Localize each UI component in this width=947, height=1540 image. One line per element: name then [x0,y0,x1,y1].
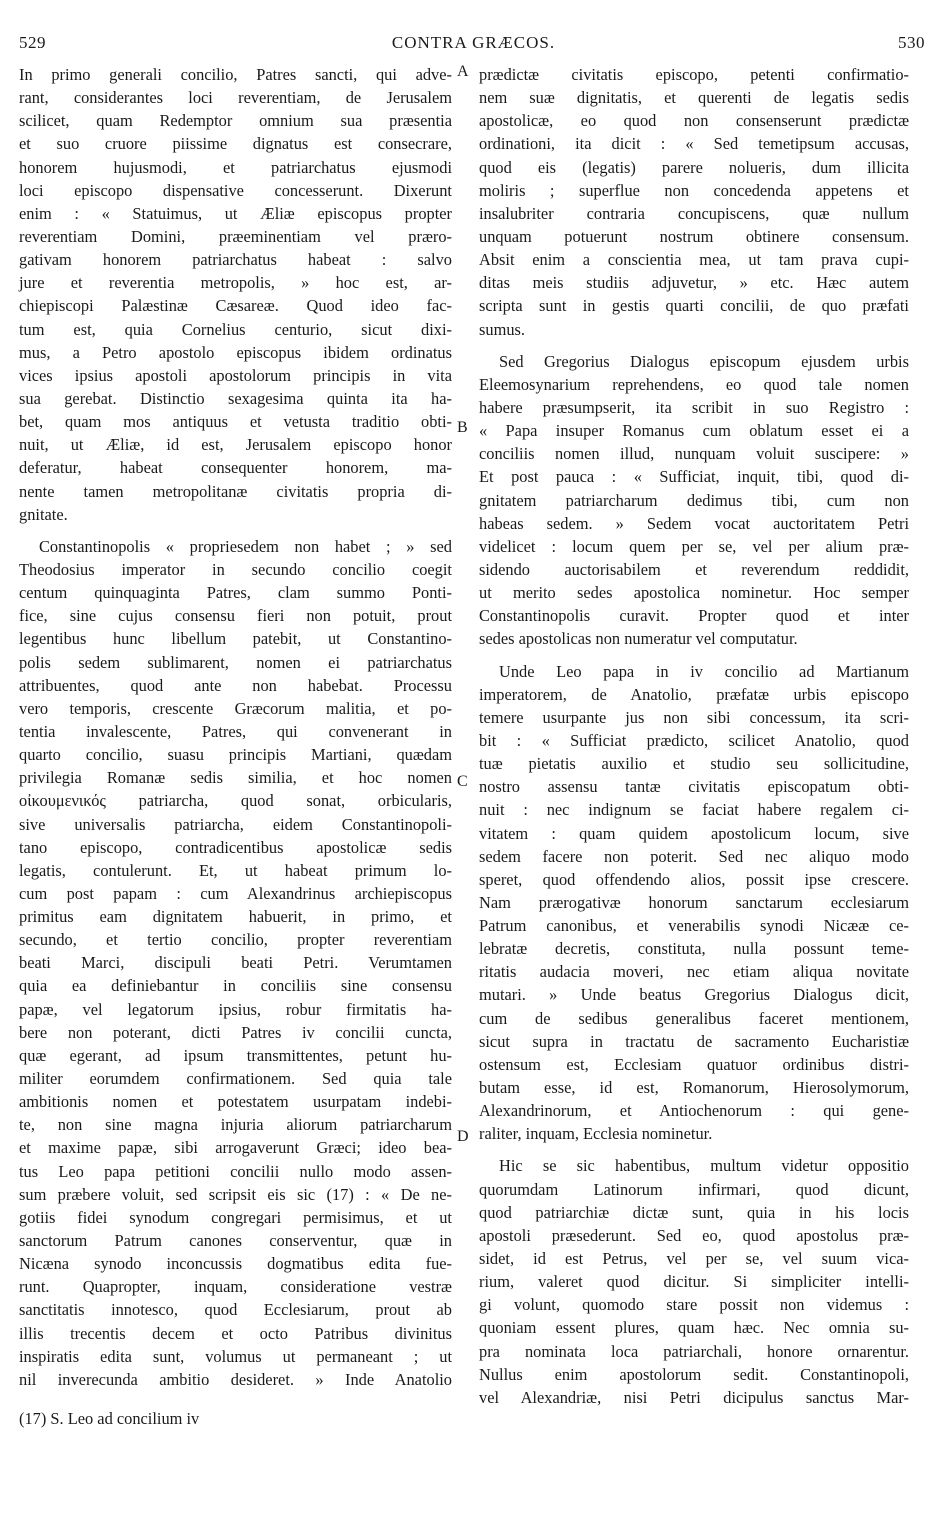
text-line: tum est, quia Cornelius centurio, sicut dixi- [19,319,452,339]
text-line: vel Alexandriæ, nisi Petri dicipulus sanctus Mar- [479,1387,909,1407]
text-line: tus Leo papa petitioni concilii nullo modo assen- [19,1161,452,1181]
text-line: bit : « Sufficiat prædicto, scilicet Anatolio, quod [479,730,909,750]
text-line: sicut supra in tractatu de sacramento Eucharistiæ [479,1031,909,1051]
text-line: mus, a Petro apostolo episcopus ibidem ordinatus [19,342,452,362]
text-line: cum post papam : cum Alexandrinus archiepiscopus [19,883,452,903]
paragraph-gap [479,651,909,660]
section-marker-a: A [457,63,469,80]
text-line: Theodosius imperator in secundo concilio coegit [19,559,452,579]
text-line: ut merito sedes apostolica nominetur. Hoc semper [479,583,909,603]
text-line: scripta sunt in gestis quarti concilii, de quo præfati [479,296,909,316]
page-number-left: 529 [19,33,46,52]
text-line: gotiis fidei synodum congregari permisimus, et ut [19,1207,452,1227]
text-line: butam esse, id est, Romanorum, Hierosolymorum, [479,1078,909,1098]
text-line: legentibus hunc libellum patebit, ut Constantino- [19,629,452,649]
text-line: honorem hujusmodi, et patriarchatus ejusmodi [19,157,452,177]
text-line: habeas sedem. » Sedem vocat auctoritatem Petri [479,513,909,533]
text-line: rant, considerantes loci reverentiam, de Jerusalem [19,88,452,108]
running-title: CONTRA GRÆCOS. [391,33,556,52]
text-line: secundo, et tertio concilio, propter reverentiam [19,930,452,950]
text-line: chiepiscopi Palæstinæ Cæsareæ. Quod ideo fac- [19,296,452,316]
text-line: habere præsumpserit, ita scribit in suo Registro : [479,397,909,417]
text-line: tano episcopo, contradicentibus apostolicæ sedis [19,837,452,857]
text-line: insalubriter contraria concupiscens, quæ nullum [479,203,909,223]
text-line: sanctorum Patrum canones conserventur, quæ in [19,1231,452,1251]
text-line: mutari. » Unde beatus Gregorius Dialogus dicit, [479,985,909,1005]
text-line: Eleemosynarium reprehendens, eo quod tale nomen [479,374,909,394]
text-line: gativam honorem patriarchatus habeat : salvo [19,250,452,270]
text-line: enim : « Statuimus, ut Æliæ episcopus propter [19,203,452,223]
text-line: sidet, id est Petrus, vel per se, vel suum vica- [479,1249,909,1269]
text-line: tuæ pietatis auxilio et studio seu sollicitudine, [479,754,909,774]
text-line: « Papa insuper Romanus cum oblatum esset ei a [479,421,909,441]
text-line: nostro assensu tantæ civitatis episcopatum obti- [479,777,909,797]
text-line: unquam potuerunt nostrum obtinere consensum. [479,226,909,246]
text-line: vices ipsius apostoli apostolorum principis in vita [19,365,452,385]
text-line: quæ egerant, ad ipsum transmittentes, petunt hu- [19,1045,452,1065]
text-line: centum quinquaginta Patres, clam summo Ponti- [19,583,452,603]
text-line: gi volunt, quomodo stare possit non videmus : [479,1295,909,1315]
text-line: deferatur, habeat consequenter honorem, ma- [19,458,452,478]
text-line: runt. Quapropter, inquam, consideratione vestræ [19,1277,452,1297]
text-line: reverentiam Domini, præeminentiam vel prærо- [19,226,452,246]
text-line: apostolicæ, eo quod non consenserunt prædictæ [479,111,909,131]
text-line: polis sedem sublimarent, nomen ei patriarchatus [19,652,452,672]
text-line: vero temporis, crescente Græcorum malitia, et po- [19,698,452,718]
page-number-right: 530 [898,33,925,52]
text-line: lebratæ decretis, constituta, nulla possunt teme- [479,939,909,959]
text-line: temere usurpante jus non sibi concessum, ita scri- [479,707,909,727]
text-line: Constantinopolis curavit. Propter quod et inter [479,606,909,626]
text-line: sedem facere non poterit. Sed nec aliquo modo [479,846,909,866]
text-line: tentia invalescente, Patres, qui convenerant in [19,721,452,741]
text-line: Unde Leo papa in iv concilio ad Martianum [499,661,909,681]
text-line: ditas meis studiis adjuvetur, » etc. Hæc autem [479,273,909,293]
text-line: quarto concilio, suasu principis Martiani, quædam [19,745,452,765]
text-line: Nam prærogativæ honorum sanctarum ecclesiarum [479,892,909,912]
section-marker-c: C [457,773,468,790]
text-line: sua gerebat. Distinctio sexagesima quinta ita ha- [19,388,452,408]
text-line: bere non poterant, dicti Patres iv concilii cuncta, [19,1022,452,1042]
text-line: nem suæ dignitatis, et querenti de legatis sedis [479,88,909,108]
text-line: papæ, vel legatorum ipsius, robur firmitatis ha- [19,999,452,1019]
text-line: nil inverecunda ambitio desideret. » Inde Anatolio [19,1369,452,1389]
text-line: et maxime papæ, sibi arrogaverunt Græci; ideo bea- [19,1138,452,1158]
text-line: sum præbere voluit, sed scripsit eis sic (17) : « De ne- [19,1184,452,1204]
text-line: sanctitatis innotesco, quod Ecclesiarum, prout ab [19,1300,452,1320]
text-line: jure et reverentia metropolis, » hoc est, ar- [19,273,452,293]
text-line: Absit enim a conscientia mea, ut tam prava cupi- [479,250,909,270]
text-line: apostoli præsederunt. Sed eo, quod apostolus præ- [479,1225,909,1245]
text-line: raliter, inquam, Ecclesia nominetur. [479,1124,713,1144]
text-line: imperatorem, de Anatolio, præfatæ urbis episcopo [479,684,909,704]
paragraph-gap [479,1145,909,1154]
text-line: Sed Gregorius Dialogus episcopum ejusdem urbis [499,351,909,371]
text-line: vitatem : quam quidem apostolicum locum, sive [479,823,909,843]
text-line: sedes apostolicas non numeratur vel computatur. [479,629,798,649]
text-line: ritatis audacia moveri, nec etiam aliqua novitate [479,962,909,982]
text-line: Constantinopolis « propriesedem non habet ; » sed [39,536,452,556]
text-line: quorumdam Latinorum infirmari, quod dicunt, [479,1179,909,1199]
text-line: quod patriarchiæ dictæ sunt, quia in his locis [479,1202,909,1222]
text-line: videlicet : locum quem per se, vel per alium præ- [479,536,909,556]
text-line: sumus. [479,319,525,339]
text-line: ordinationi, ita dicit : « Sed temetipsum accusas, [479,134,909,154]
footnote: (17) S. Leo ad concilium iv [19,1409,200,1428]
left-column [19,63,452,1391]
text-line: οἰκουμενικός patriarcha, quod sonat, orbicularis, [19,791,452,811]
text-line: quod eis (legatis) parere nolueris, dum illicita [479,157,909,177]
text-line: Hic se sic habentibus, multum videtur oppositio [499,1156,909,1176]
text-line: Nullus enim apostolorum sedit. Constantinopoli, [479,1364,909,1384]
text-line: conciliis nomen illud, nunquam voluit suscipere: » [479,444,909,464]
text-line: scilicet, quam Redemptor omnium sua præsentia [19,111,452,131]
text-line: beati Marci, discipuli beati Petri. Verumtamen [19,953,452,973]
text-line: nuit : nec indignum se faciat habere regalem ci- [479,800,909,820]
text-line: quoniam essent plures, quam hæc. Nec omnia su- [479,1318,909,1338]
text-line: rium, valeret quod dicitur. Si simpliciter intelli- [479,1272,909,1292]
text-line: bet, quam mos antiquus et vetusta traditio obti- [19,412,452,432]
text-line: Alexandrinorum, et Antiochenorum : qui gene- [479,1101,909,1121]
text-line: ambitionis nomen et potestatem usurpatam indebi- [19,1092,452,1112]
text-line: Et post pauca : « Sufficiat, inquit, tibi, quod di- [479,467,909,487]
text-line: Patrum canonibus, et venerabilis synodi Nicææ ce- [479,916,909,936]
text-line: privilegia Romanæ sedis similia, et hoc nomen [19,768,452,788]
text-line: nuit, ut Æliæ, id est, Jerusalem episcopo honor [19,435,452,455]
section-marker-b: B [457,419,468,436]
text-line: moliris ; superflue non concedenda appetens et [479,180,909,200]
text-line: primitus eam dignitatem habuerit, in primo, et [19,907,452,927]
text-line: te, non sine magna injuria aliorum patriarcharum [19,1115,452,1135]
text-line: illis trecentis decem et octo Patribus divinitus [19,1323,452,1343]
text-line: In primo generali concilio, Patres sancti, qui adve- [19,65,452,84]
text-line: sidendo auctorisabilem et reverendum reddidit, [479,559,909,579]
text-line: Nicæna synodo inconcussis dogmatibus edita fue- [19,1254,452,1274]
text-line: ostensum est, Ecclesiam quatuor ordinibus distri- [479,1054,909,1074]
text-line: prædictæ civitatis episcopo, petenti confirmatio- [479,65,909,84]
text-line: et suo cruore piissime dignatus est consecrare, [19,134,452,154]
text-line: sive universalis patriarcha, eidem Constantinopoli- [19,814,452,834]
text-line: attribuentes, quod ante non habebat. Processu [19,675,452,695]
paragraph-gap [479,341,909,350]
text-line: gnitatem patriarcharum dedimus tibi, cum non [479,490,909,510]
text-line: militer eorumdem confirmationem. Sed quia tale [19,1069,452,1089]
text-line: quia ea definiebantur in conciliis sine consensu [19,976,452,996]
text-line: legatis, contulerunt. Et, ut habeat primum lo- [19,860,452,880]
text-line: pra nominata loca patriarchali, honore ornarentur. [479,1341,909,1361]
paragraph-gap [19,526,452,535]
right-column [479,63,909,1409]
text-line: loci episcopo dispensative concesserunt. Dixerunt [19,180,452,200]
text-line: inspiratis edita sunt, volumus ut permaneant ; ut [19,1346,452,1366]
text-line: cum de sedibus generalibus faceret mentionem, [479,1008,909,1028]
text-line: nente tamen metropolitanæ civitatis propria di- [19,481,452,501]
text-line: speret, quod offendendo alios, possit ipse crescere. [479,869,909,889]
text-line: fice, sine cujus consensu fieri non potuit, prout [19,606,452,626]
section-marker-d: D [457,1128,469,1145]
text-line: gnitate. [19,504,68,524]
